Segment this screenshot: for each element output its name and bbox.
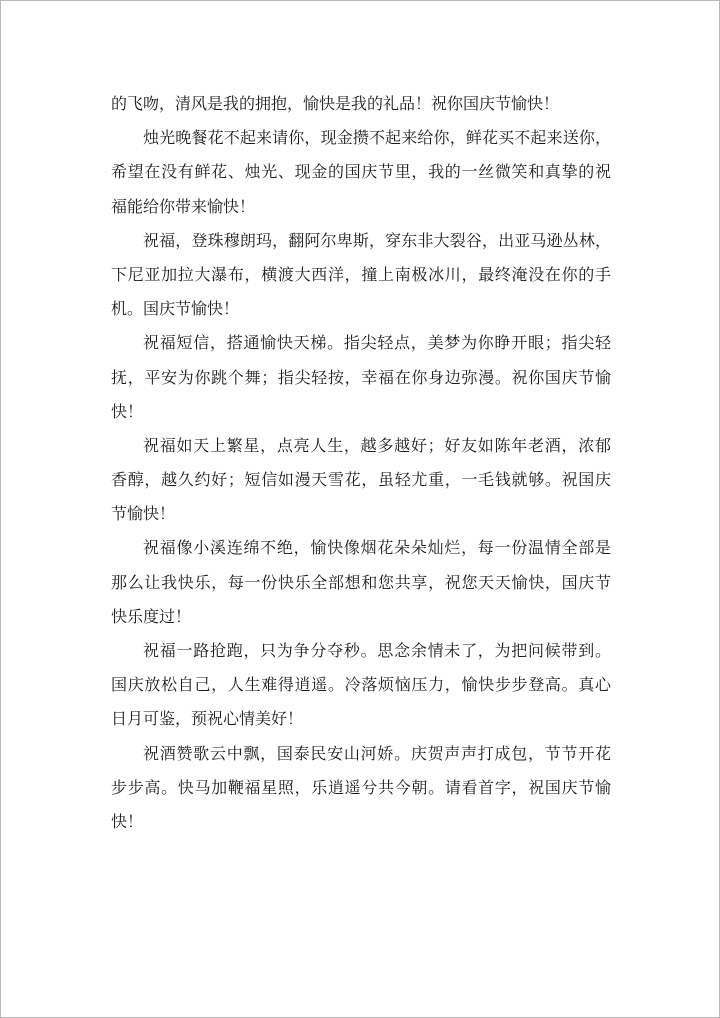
text-line: 祝福，登珠穆朗玛，翻阿尔卑斯，穿东非大裂谷，出亚马逊丛林， xyxy=(143,230,611,250)
text-line: 机。国庆节愉快！ xyxy=(111,299,240,319)
text-line: 那么让我快乐，每一份快乐全部想和您共享，祝您天天愉快，国庆节 xyxy=(111,572,611,592)
text-line: 抚，平安为你跳个舞；指尖轻按，幸福在你身边弥漫。祝你国庆节愉 xyxy=(111,367,611,387)
paragraph xyxy=(111,429,611,532)
text-line: 国庆放松自己，人生难得逍遥。冷落烦恼压力，愉快步步登高。真心 xyxy=(111,675,611,695)
document-body xyxy=(111,87,611,839)
text-line: 祝福像小溪连绵不绝，愉快像烟花朵朵灿烂，每一份温情全部是 xyxy=(143,538,611,558)
paragraph xyxy=(111,634,611,737)
text-line: 节愉快！ xyxy=(111,504,176,524)
text-line: 香醇，越久约好；短信如漫天雪花，虽轻尤重，一毛钱就够。祝国庆 xyxy=(111,470,611,490)
paragraph xyxy=(111,531,611,634)
text-line: 的飞吻，清风是我的拥抱，愉快是我的礼品！祝你国庆节愉快！ xyxy=(111,94,560,113)
text-line: 祝酒赞歌云中飘，国泰民安山河娇。庆贺声声打成包，节节开花 xyxy=(143,743,611,763)
text-line: 步步高。快马加鞭福星照，乐逍遥兮共今朝。请看首字，祝国庆节愉 xyxy=(111,777,611,797)
text-line: 福能给你带来愉快！ xyxy=(111,196,256,216)
text-line: 祝福短信，搭通愉快天梯。指尖轻点，美梦为你睁开眼；指尖轻 xyxy=(143,333,611,353)
text-line: 祝福一路抢跑，只为争分夺秒。思念余情未了，为把问候带到。 xyxy=(143,641,611,660)
text-line: 快！ xyxy=(111,811,144,831)
paragraph xyxy=(111,87,611,121)
text-line: 日月可鉴，预祝心情美好！ xyxy=(111,709,304,729)
paragraph xyxy=(111,224,611,327)
paragraph xyxy=(111,326,611,429)
text-line: 烛光晚餐花不起来请你，现金攒不起来给你，鲜花买不起来送你， xyxy=(143,128,611,148)
paragraph xyxy=(111,737,611,840)
text-line: 快乐度过！ xyxy=(111,606,192,626)
paragraph xyxy=(111,121,611,224)
text-line: 祝福如天上繁星，点亮人生，越多越好；好友如陈年老酒，浓郁 xyxy=(143,435,611,455)
text-line: 快！ xyxy=(111,401,144,421)
text-line: 希望在没有鲜花、烛光、现金的国庆节里，我的一丝微笑和真挚的祝 xyxy=(111,162,611,182)
text-line: 下尼亚加拉大瀑布，横渡大西洋，撞上南极冰川，最终淹没在你的手 xyxy=(111,264,611,284)
